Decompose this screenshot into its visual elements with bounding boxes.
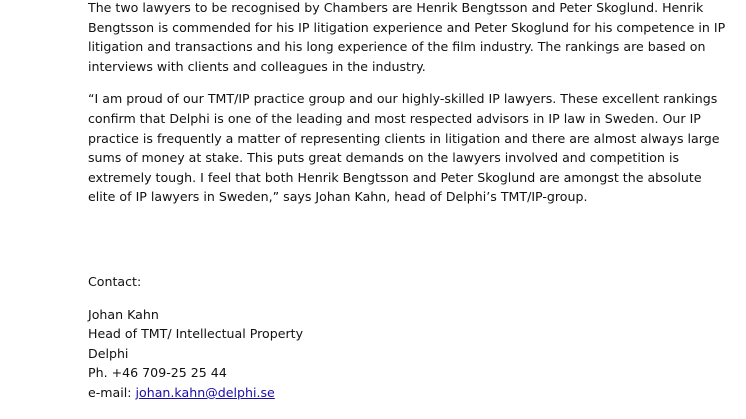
contact-heading (88, 272, 688, 292)
text-line: practice is frequently a matter of representing clients in litigation and there are almost always large (88, 130, 720, 146)
text-line: litigation and transactions and his long experience of the film industry. The rankings are based on (88, 39, 706, 55)
document-page (88, 0, 726, 403)
contact-phone: Ph. +46 709-25 25 44 (88, 365, 227, 381)
text-line: extremely tough. I feel that both Henrik Bengtsson and Peter Skoglund are amongst the absolute (88, 169, 702, 185)
text-line: confirm that Delphi is one of the leading and most respected advisors in IP law in Sweden. Our IP (88, 110, 701, 126)
email-link[interactable]: johan.kahn@delphi.se (135, 384, 275, 400)
text-line: interviews with clients and colleagues in the industry. (88, 58, 426, 74)
contact-name: Johan Kahn (88, 306, 159, 322)
contact-heading-text: Contact: (88, 273, 142, 289)
contact-email-line (88, 383, 688, 403)
contact-details (88, 305, 688, 403)
paragraph-quote (88, 89, 720, 207)
text-line: “I am proud of our TMT/IP practice group and our highly-skilled IP lawyers. These excellent rankings (88, 91, 718, 107)
text-line: Bengtsson is commended for his IP litigation experience and Peter Skoglund for his competence in IP (88, 19, 726, 35)
text-line: The two lawyers to be recognised by Chambers are Henrik Bengtsson and Peter Skoglund. Henrik (88, 0, 704, 15)
contact-company: Delphi (88, 345, 129, 361)
contact-title: Head of TMT/ Intellectual Property (88, 326, 304, 342)
paragraph-rankings (88, 0, 726, 76)
text-line: elite of IP lawyers in Sweden,” says Johan Kahn, head of Delphi’s TMT/IP-group. (88, 189, 588, 205)
email-label: e-mail: (88, 384, 136, 400)
text-line: sums of money at stake. This puts great demands on the lawyers involved and competition is (88, 150, 680, 166)
